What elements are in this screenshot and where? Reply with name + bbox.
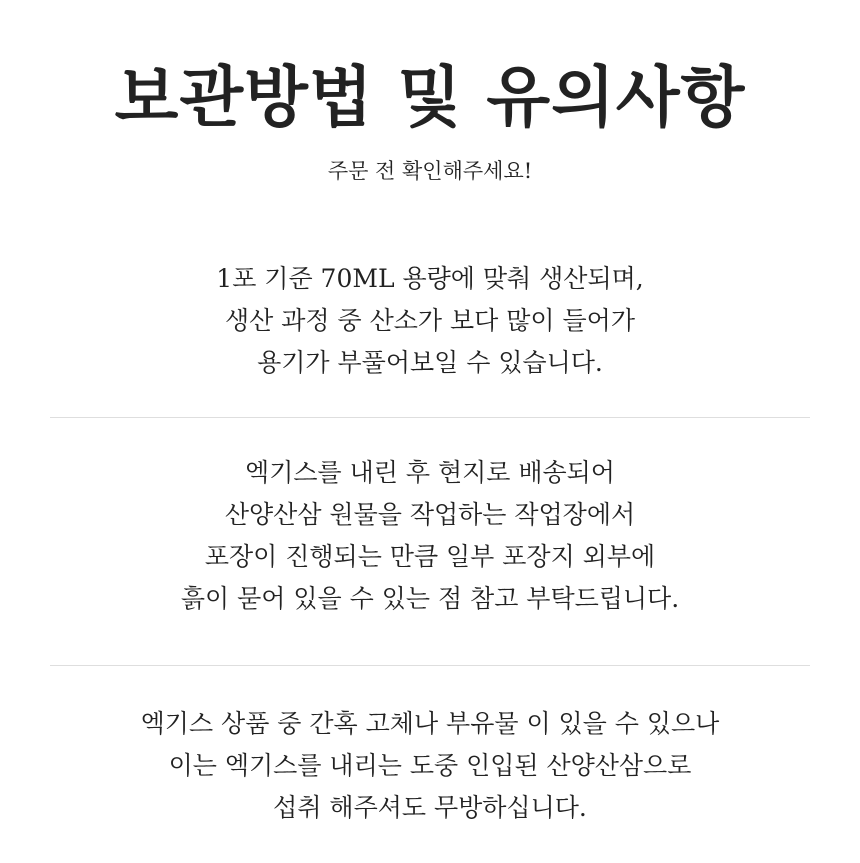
notice-line: 엑기스 상품 중 간혹 고체나 부유물 이 있을 수 있으나 (140, 709, 720, 738)
page-title: 보관방법 및 유의사항 (114, 59, 746, 136)
section-divider (50, 417, 810, 418)
notice-line: 섭취 해주셔도 무방하십니다. (273, 793, 587, 822)
notice-section-packaging-volume (0, 258, 860, 384)
notice-section-sediment (0, 703, 860, 829)
notice-section-packaging-soil (0, 452, 860, 620)
notice-line: 용기가 부풀어보일 수 있습니다. (257, 348, 603, 377)
notice-line: 엑기스를 내린 후 현지로 배송되어 (245, 458, 615, 487)
notice-line: 산양산삼 원물을 작업하는 작업장에서 (224, 500, 636, 529)
page-subtitle: 주문 전 확인해주세요! (327, 159, 533, 183)
notice-line: 흙이 묻어 있을 수 있는 점 참고 부탁드립니다. (180, 584, 680, 613)
notice-line: 포장이 진행되는 만큼 일부 포장지 외부에 (204, 542, 656, 571)
notice-line: 1포 기준 70ML 용량에 맞춰 생산되며, (216, 264, 644, 293)
notice-line: 생산 과정 중 산소가 보다 많이 들어가 (225, 306, 635, 335)
notice-line: 이는 엑기스를 내리는 도중 인입된 산양산삼으로 (168, 751, 692, 780)
section-divider (50, 665, 810, 666)
